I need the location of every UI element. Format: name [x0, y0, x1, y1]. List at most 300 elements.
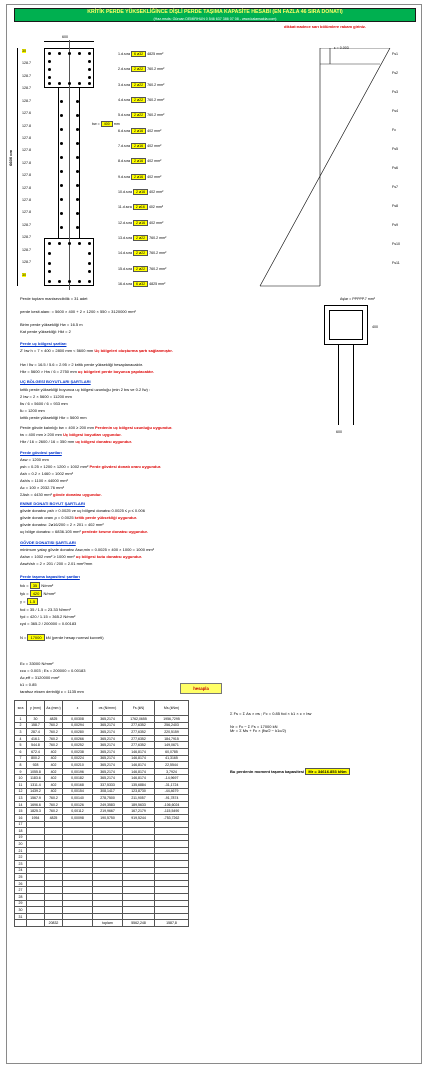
table-cell: 184,7915	[155, 735, 189, 742]
rebar-dot	[58, 280, 61, 283]
rebar-dot	[60, 226, 63, 229]
table-cell	[123, 841, 155, 848]
table-cell: 8	[15, 762, 27, 769]
section-5-line-3: Aswh/sh = 2 × 201 / 200 = 2.01 mm²/mm	[20, 561, 93, 566]
table-cell: 402	[45, 781, 63, 788]
table-cell	[93, 887, 123, 894]
table-cell: 287.4	[27, 729, 45, 736]
moment-value: Mr = 34616.853 kNm	[305, 768, 349, 775]
rebar-row-label: 11.d.sıra 2 ø16 402 mm²	[118, 205, 164, 210]
rebar-dot	[76, 100, 79, 103]
result-note-2: Nr = Fc − Σ Fs = 17000 kN	[230, 723, 278, 729]
table-cell: 0,00098	[63, 814, 93, 821]
table-cell	[155, 887, 189, 894]
table-cell: 22	[15, 854, 27, 861]
rebar-dot	[88, 52, 91, 55]
rebar-dot	[76, 156, 79, 159]
table-cell: 1439.2	[27, 788, 45, 795]
row-spacing-label: 127.8	[22, 123, 31, 128]
table-cell: -115,5490	[155, 808, 189, 815]
table-cell: 402	[45, 748, 63, 755]
rebar-dot	[76, 212, 79, 215]
table-cell: 0,00238	[63, 748, 93, 755]
table-cell	[93, 847, 123, 854]
top-width-label: 600	[62, 35, 68, 39]
table-cell: 16	[15, 814, 27, 821]
table-cell: 26	[15, 880, 27, 887]
section-detail-box	[324, 305, 368, 345]
n-input[interactable]: 17000	[27, 634, 44, 641]
rebar-dia-input[interactable]: 6 ø32	[133, 281, 148, 287]
section-2-line-4: ℓu = 1200 mm	[20, 408, 45, 413]
table-cell: 7	[15, 755, 27, 762]
table-cell: 1311.4	[27, 781, 45, 788]
table-cell	[123, 880, 155, 887]
table-cell: 337,5333	[93, 781, 123, 788]
table-cell: 760.2	[45, 801, 63, 808]
section-title-4: ENİNE DONATI BOYUT ŞARTLARI	[20, 501, 85, 506]
table-cell: 0,00280	[63, 729, 93, 736]
rebar-row-label: 9.d.sıra 2 ø16 402 mm²	[118, 174, 162, 179]
rebar-dot	[48, 82, 51, 85]
moment-capacity: Bu perdenin moment taşıma kapasitesi Mr = 34616.853 kNm	[230, 770, 350, 775]
table-cell: 146,8174	[123, 768, 155, 775]
table-cell: 0,00154	[63, 788, 93, 795]
rebar-row-label: 5.d.sıra 2 ø22 760.2 mm²	[118, 113, 165, 118]
table-total-cell: 1587,8	[155, 920, 189, 927]
table-cell: 277,6352	[123, 722, 155, 729]
rebar-dot	[68, 242, 71, 245]
table-cell	[123, 894, 155, 901]
table-cell	[27, 907, 45, 914]
calculate-button[interactable]: hesapla	[180, 683, 222, 694]
table-cell	[45, 847, 63, 854]
table-cell: 60,0785	[155, 748, 189, 755]
section-title-2: UÇ BÖLGESİ BOYUTLARI ŞARTLARI	[20, 379, 91, 384]
table-cell: 0,00126	[63, 801, 93, 808]
table-cell	[45, 874, 63, 881]
table-cell: 146,8174	[123, 755, 155, 762]
section-2-line-8: Hkr / 16 = 2600 / 16 = 350 mm uç bölgesi donatısı uygundur.	[20, 439, 133, 444]
table-row	[15, 847, 189, 854]
table-row	[15, 834, 189, 841]
table-cell: 1696.6	[27, 801, 45, 808]
bw-label: bw = 400 mm	[92, 122, 120, 126]
table-cell	[45, 828, 63, 835]
rebar-dia-input[interactable]: 2 ø16	[131, 143, 146, 149]
rebar-dia-input[interactable]: 2 ø22	[131, 82, 146, 88]
table-cell: 402	[45, 788, 63, 795]
table-cell	[63, 907, 93, 914]
row-spacing-label: 128.7	[22, 260, 31, 265]
rebar-dia-input[interactable]: 2 ø16	[131, 128, 146, 134]
force-label: Fs2	[392, 71, 398, 75]
param-n: N = 17000 kN (perde hesap normal kuvveti)	[20, 635, 104, 640]
table-cell: 800.2	[27, 755, 45, 762]
table-cell: 544.8	[27, 742, 45, 749]
rebar-dot	[88, 60, 91, 63]
table-cell: 760.2	[45, 808, 63, 815]
table-header: Fs (kN)	[123, 701, 155, 716]
rebar-dia-input[interactable]: 2 ø22	[133, 235, 148, 241]
table-cell: -14,9697	[155, 775, 189, 782]
table-cell: 149,0671	[155, 742, 189, 749]
table-cell: 402	[45, 755, 63, 762]
table-row	[15, 900, 189, 907]
row-spacing-label: 127.8	[22, 160, 31, 165]
table-cell	[123, 861, 155, 868]
table-cell	[63, 861, 93, 868]
table-total-cell	[27, 920, 45, 927]
rebar-row-label: 4.d.sıra 2 ø22 760.2 mm²	[118, 98, 165, 102]
table-cell	[45, 854, 63, 861]
rebar-dot	[76, 142, 79, 145]
table-row	[15, 861, 189, 868]
table-cell	[155, 867, 189, 874]
table-cell	[155, 913, 189, 920]
table-cell: 308,1417	[93, 788, 123, 795]
rebar-dot	[88, 280, 91, 283]
table-cell: 760.2	[45, 729, 63, 736]
rebar-dot	[48, 52, 51, 55]
rebar-dia-input[interactable]: 2 ø22	[131, 66, 146, 72]
row-spacing-label: 30	[22, 272, 26, 277]
table-cell: 12	[15, 788, 27, 795]
table-cell: 29	[15, 900, 27, 907]
table-cell: 10	[15, 775, 27, 782]
table-cell: 928	[27, 762, 45, 769]
row-spacing-label: 128.7	[22, 98, 31, 103]
table-total-cell: 5562,248	[123, 920, 155, 927]
table-cell	[123, 874, 155, 881]
table-cell: 0,00182	[63, 775, 93, 782]
row-spacing-label: 127.8	[22, 173, 31, 178]
rebar-dia-input[interactable]: 2 ø22	[131, 97, 146, 103]
table-cell	[93, 874, 123, 881]
table-cell	[45, 867, 63, 874]
table-total-cell: 20832	[45, 920, 63, 927]
rebar-dia-input[interactable]: 2 ø16	[133, 204, 148, 210]
fck-input[interactable]: 35	[30, 582, 40, 589]
table-cell	[27, 867, 45, 874]
table-cell: 0,00252	[63, 742, 93, 749]
table-cell	[45, 861, 63, 868]
table-cell	[93, 821, 123, 828]
row-spacing-label: 127.8	[22, 198, 31, 203]
rebar-row-label: 15.d.sıra 2 ø22 760.2 mm²	[118, 266, 167, 271]
table-cell: 277,6352	[123, 729, 155, 736]
page-title: KRİTİK PERDE YÜKSEKLİĞİNCE DİŞLİ PERDE TAŞIMA KAPASİTE HESABI (EN FAZLA 46 SIRA DONATI)	[87, 9, 343, 15]
table-cell: 4825	[45, 716, 63, 723]
table-header: Ms (kNm)	[155, 701, 189, 716]
rebar-dot	[78, 52, 81, 55]
rebar-dia-input[interactable]: 2 ø22	[131, 112, 146, 118]
calc-line-3: Birim perde yüksekliği Hw = 16.5 m	[20, 322, 83, 327]
table-cell: 0,00294	[63, 722, 93, 729]
rebar-dia-input[interactable]: 2 ø22	[133, 266, 148, 272]
table-cell: 146,8174	[123, 748, 155, 755]
rebar-dia-input[interactable]: 2 ø16	[133, 189, 148, 195]
table-cell	[27, 880, 45, 887]
table-cell	[45, 887, 63, 894]
table-cell: 277,6352	[123, 742, 155, 749]
table-cell	[45, 821, 63, 828]
rebar-dot	[60, 128, 63, 131]
table-cell: 17	[15, 821, 27, 828]
table-cell	[93, 834, 123, 841]
table-cell: 158.7	[27, 722, 45, 729]
table-row	[15, 729, 189, 736]
section-title-6: Perde taşıma kapasitesi şartları	[20, 574, 80, 579]
rebar-dot	[48, 252, 51, 255]
rebar-dia-input[interactable]: 2 ø16	[133, 220, 148, 226]
rebar-dia-input[interactable]: 6 ø32	[131, 51, 146, 57]
table-cell: 4825	[45, 814, 63, 821]
section-5-line-1: minimum yatay gövde donatısı Asw,min = 0.0025 × 400 × 1000 = 1000 mm²	[20, 547, 155, 552]
rebar-dot	[60, 114, 63, 117]
table-cell: 19	[15, 834, 27, 841]
rebar-row-label: 8.d.sıra 2 ø16 402 mm²	[118, 159, 162, 164]
section-5-line-2: Ashw = 1002 mm² ≥ 1000 mm² uç bölgesi kutu donatısı uygundur.	[20, 554, 143, 559]
rebar-dot	[68, 280, 71, 283]
table-cell: 0,00210	[63, 762, 93, 769]
table-cell	[63, 841, 93, 848]
table-cell: 6	[15, 748, 27, 755]
aspect-label: Aşlar = PPPPP.7 mm²	[340, 297, 375, 301]
table-cell	[123, 867, 155, 874]
section-4-line-4: uç bölge donatısı = 6836.105 mm² perdede kesme donatısı uygundur.	[20, 529, 148, 534]
table-cell: 1	[15, 716, 27, 723]
table-cell	[63, 894, 93, 901]
rebar-dot	[60, 184, 63, 187]
table-cell	[45, 834, 63, 841]
table-row	[15, 887, 189, 894]
table-cell	[27, 847, 45, 854]
strain-label: ε = 0.003	[334, 46, 349, 50]
input-instruction-note: dikkat:nadece sarı bölümlere rakam giriniz.	[284, 24, 367, 29]
rebar-row-label: 13.d.sıra 2 ø22 760.2 mm²	[118, 236, 167, 240]
row-spacing-label: 127.8	[22, 135, 31, 140]
table-cell: 1183.6	[27, 775, 45, 782]
table-cell: -31,1724	[155, 781, 189, 788]
force-label: Fs1	[392, 52, 398, 56]
table-cell	[155, 894, 189, 901]
section-2-line-6: Perde gövde kalınlığı bw = 400 ≥ 200 mm Perdenin uç bölgesi uzunluğu uygundur.	[20, 425, 173, 430]
table-cell	[155, 874, 189, 881]
section-4-line-2: gövde donatı oranı ρ = 0.0025 kritik perde yüksekliği uygundur.	[20, 515, 138, 520]
rebar-dot	[60, 170, 63, 173]
table-cell: 365,2174	[93, 768, 123, 775]
table-cell	[45, 913, 63, 920]
rebar-dia-input[interactable]: 2 ø22	[133, 250, 148, 256]
section-3-line-1: Asw = 1200 mm	[20, 457, 49, 462]
table-cell	[45, 880, 63, 887]
param-ac: Ac,eff = 3120000 mm²	[20, 675, 60, 680]
table-row	[15, 768, 189, 775]
table-row	[15, 894, 189, 901]
table-cell	[45, 907, 63, 914]
rebar-row-label: 1.d.sıra 6 ø32 4825 mm²	[118, 52, 164, 56]
table-cell	[93, 894, 123, 901]
table-cell: 28	[15, 894, 27, 901]
section-dim-2: 400	[372, 325, 378, 329]
table-cell: 1954	[27, 814, 45, 821]
rebar-dot	[88, 242, 91, 245]
table-cell: 220,5159	[155, 729, 189, 736]
table-cell: 30	[27, 716, 45, 723]
table-cell	[27, 900, 45, 907]
table-cell: -753,7262	[155, 814, 189, 821]
rebar-dot	[58, 52, 61, 55]
table-header: sıra	[15, 701, 27, 716]
rebar-dot	[68, 52, 71, 55]
rebar-row-label: 7.d.sıra 2 ø16 402 mm²	[118, 144, 162, 148]
table-cell: 5	[15, 742, 27, 749]
rebar-dot	[48, 262, 51, 265]
param-es: εcu = 0.003 ; Es = 200000 = 0.00183	[20, 668, 86, 673]
table-cell	[93, 854, 123, 861]
calc-line-2: perde kesit alanı: = 5600 × 400 + 2 × 1200 × 550 = 3120000 mm²	[20, 309, 136, 314]
table-row	[15, 788, 189, 795]
rebar-dot	[76, 184, 79, 187]
table-cell	[45, 894, 63, 901]
table-cell	[27, 894, 45, 901]
table-cell: 219,9667	[93, 808, 123, 815]
rebar-dot	[88, 262, 91, 265]
wall-axis-line	[69, 40, 70, 290]
force-label: Fc	[392, 128, 396, 132]
rebar-dot	[88, 82, 91, 85]
rebar-dia-input[interactable]: 2 ø16	[131, 158, 146, 164]
section-1b-line-2: Hkr = 5600 > Hw / 6 = 2750 mm uç bölgeleri perde boyunca yapılacaktır.	[20, 369, 154, 374]
rebar-dot	[68, 82, 71, 85]
table-cell: 1956,7295	[155, 716, 189, 723]
result-note-1: Σ Fs = Σ As × σs ; Fc = 0.85 fcd × k1 × c × bw	[230, 711, 312, 716]
table-cell: 3	[15, 729, 27, 736]
table-cell	[45, 900, 63, 907]
table-cell: 365,2174	[93, 716, 123, 723]
rebar-dot	[48, 68, 51, 71]
title-banner	[14, 8, 416, 22]
table-cell	[93, 880, 123, 887]
table-cell: 277,6352	[123, 735, 155, 742]
table-row	[15, 762, 189, 769]
table-row	[15, 828, 189, 835]
table-cell	[63, 913, 93, 920]
section-3-line-2: ρsh = 0.25 × 1200 × 1200 = 1002 mm² Perde gövdesi donatı oranı uygundur.	[20, 464, 162, 469]
table-cell: 365,2174	[93, 729, 123, 736]
rebar-dot	[88, 76, 91, 79]
row-spacing-label: 127.8	[22, 185, 31, 190]
table-cell: 135,6884	[123, 781, 155, 788]
table-cell	[63, 900, 93, 907]
row-spacing-label: 128.7	[22, 73, 31, 78]
table-cell: 365,2174	[93, 742, 123, 749]
bw-input[interactable]: 400	[101, 121, 113, 127]
table-row	[15, 722, 189, 729]
table-cell: 402	[45, 762, 63, 769]
force-label: Fs9	[392, 223, 398, 227]
rebar-dot	[60, 198, 63, 201]
table-cell: 402	[45, 768, 63, 775]
rebar-dot	[76, 198, 79, 201]
table-cell	[93, 841, 123, 848]
table-cell: 146,8174	[123, 762, 155, 769]
row-spacing-label: 128.7	[22, 61, 31, 66]
section-3-line-5: Ac = 100 × 2032.76 mm²	[20, 485, 65, 490]
table-cell	[63, 828, 93, 835]
table-row	[15, 907, 189, 914]
table-cell: 25	[15, 874, 27, 881]
rebar-dot	[60, 100, 63, 103]
param-gamma: γ = 1.5	[20, 600, 38, 605]
param-fyk: fyk = 420 N/mm²	[20, 591, 56, 596]
section-3-line-3: Ash = 0.2 × 1460 = 1002 mm²	[20, 471, 74, 476]
table-cell	[123, 821, 155, 828]
table-cell	[93, 861, 123, 868]
table-total-cell	[63, 920, 93, 927]
table-row	[15, 795, 189, 802]
rebar-dot	[78, 280, 81, 283]
table-total-cell	[15, 920, 27, 927]
table-cell	[123, 828, 155, 835]
table-cell: 0,00196	[63, 768, 93, 775]
table-cell	[27, 874, 45, 881]
table-cell: 14	[15, 801, 27, 808]
table-cell: 278,7500	[93, 795, 123, 802]
table-cell	[27, 854, 45, 861]
table-cell	[63, 874, 93, 881]
table-row	[15, 775, 189, 782]
table-cell: 11	[15, 781, 27, 788]
table-cell: 18	[15, 828, 27, 835]
fyk-input[interactable]: 420	[30, 590, 43, 597]
section-2-line-2: 2 bw = 2 × 5600 = 11200 mm	[20, 394, 72, 399]
table-row	[15, 808, 189, 815]
calc-line-1: Perde toplam manisevcibilik = 31 adet	[20, 296, 88, 301]
table-cell	[155, 834, 189, 841]
table-cell	[155, 847, 189, 854]
gamma-input[interactable]: 1.5	[27, 598, 39, 605]
wall-height-label: 6600 cm	[8, 150, 13, 166]
rebar-row-label: 16.d.sıra 6 ø32 4825 mm²	[118, 282, 166, 286]
param-eps: εyd = 365.2 / 200000 = 0.00183	[20, 621, 77, 626]
rebar-dot	[88, 252, 91, 255]
table-cell: 365,2174	[93, 722, 123, 729]
table-cell: 672.4	[27, 748, 45, 755]
rebar-dot	[78, 82, 81, 85]
row-spacing-label: 127.8	[22, 148, 31, 153]
section-title-3: Perde gövdesi şartları	[20, 450, 62, 455]
section-4-line-3: gövde donatısı: 2ø16/200 = 2 × 201 = 402 mm²	[20, 522, 104, 527]
rebar-dot	[76, 226, 79, 229]
table-cell	[27, 821, 45, 828]
force-label: Fs10	[392, 242, 400, 246]
section-web	[338, 345, 354, 425]
force-label: Fs8	[392, 204, 398, 208]
table-row	[15, 781, 189, 788]
table-row	[15, 755, 189, 762]
rebar-dot	[48, 60, 51, 63]
rebar-dot	[60, 212, 63, 215]
table-cell	[93, 900, 123, 907]
row-spacing-label: 128.7	[22, 235, 31, 240]
row-spacing-label: 127.6	[22, 111, 31, 116]
section-stirrup	[329, 310, 363, 340]
table-row	[15, 814, 189, 821]
rebar-dia-input[interactable]: 2 ø16	[131, 174, 146, 180]
rebar-row-label: 10.d.sıra 2 ø16 402 mm²	[118, 190, 164, 194]
